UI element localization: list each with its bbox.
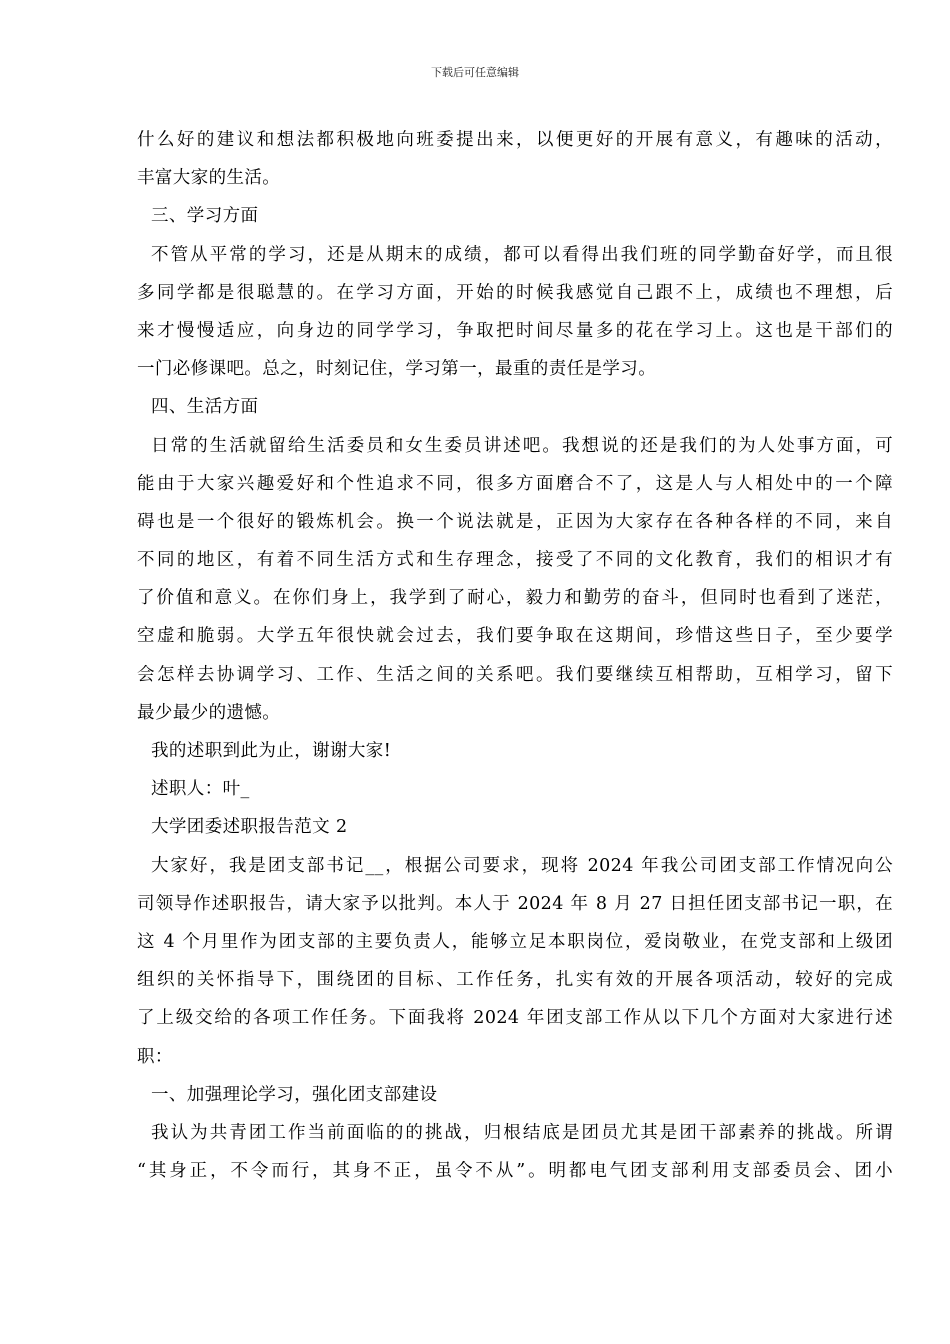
text-line: 能由于大家兴趣爱好和个性追求不同，很多方面磨合不了，这是人与人相处中的一个障 [137, 473, 893, 494]
text-line: 三、学习方面 [151, 206, 259, 227]
text-line: 最少最少的遗憾。 [137, 702, 281, 723]
document-body [137, 121, 893, 1190]
text-line: 多同学都是很聪慧的。在学习方面，开始的时候我感觉自己跟不上，成绩也不理想，后 [137, 282, 893, 303]
text-line: 大学团委述职报告范文 2 [151, 817, 348, 838]
text-line: 组织的关怀指导下，围绕团的目标、工作任务，扎实有效的开展各项活动，较好的完成 [137, 970, 893, 991]
text-line: 四、生活方面 [151, 397, 259, 418]
text-line: 来才慢慢适应，向身边的同学学习，争取把时间尽量多的花在学习上。这也是干部们的 [137, 320, 893, 341]
text-line: 会怎样去协调学习、工作、生活之间的关系吧。我们要继续互相帮助，互相学习，留下 [137, 664, 893, 685]
text-line: 不管从平常的学习，还是从期末的成绩，都可以看得出我们班的同学勤奋好学，而且很 [151, 244, 893, 265]
text-line: 司领导作述职报告，请大家予以批判。本人于 2024 年 8 月 27 日担任团支部书记一职，在 [137, 893, 893, 914]
text-line: 了上级交给的各项工作任务。下面我将 2024 年团支部工作从以下几个方面对大家进行述 [137, 1008, 893, 1029]
text-line: 职： [137, 1046, 173, 1067]
text-line: 丰富大家的生活。 [137, 168, 281, 189]
text-line: 大家好，我是团支部书记__，根据公司要求，现将 2024 年我公司团支部工作情况向公 [151, 855, 893, 876]
text-line: 不同的地区，有着不同生活方式和生存理念，接受了不同的文化教育，我们的相识才有 [137, 550, 893, 571]
text-line: 一门必修课吧。总之，时刻记住，学习第一，最重的责任是学习。 [137, 359, 657, 380]
text-line: 我的述职到此为止，谢谢大家! [151, 741, 392, 761]
page-header: 下载后可任意编辑 [431, 66, 519, 79]
text-line: 了价值和意义。在你们身上，我学到了耐心，毅力和勤劳的奋斗，但同时也看到了迷茫， [137, 588, 893, 609]
text-line: 述职人：叶_ [151, 779, 250, 800]
text-line: 一、加强理论学习，强化团支部建设 [151, 1084, 438, 1105]
text-line: 什么好的建议和想法都积极地向班委提出来，以便更好的开展有意义，有趣味的活动， [137, 130, 893, 150]
text-line: 碍也是一个很好的锻炼机会。换一个说法就是，正因为大家存在各种各样的不同，来自 [137, 511, 893, 532]
text-line: 空虚和脆弱。大学五年很快就会过去，我们要争取在这期间，珍惜这些日子，至少要学 [137, 626, 893, 647]
text-line: 这 4 个月里作为团支部的主要负责人，能够立足本职岗位，爱岗敬业，在党支部和上级团 [137, 931, 893, 952]
text-line: 我认为共青团工作当前面临的的挑战，归根结底是团员尤其是团干部素养的挑战。所谓 [151, 1122, 893, 1143]
text-line: 日常的生活就留给生活委员和女生委员讲述吧。我想说的还是我们的为人处事方面，可 [151, 435, 893, 456]
text-line: “其身正，不令而行，其身不正，虽令不从”。明都电气团支部利用支部委员会、团小 [137, 1161, 893, 1182]
